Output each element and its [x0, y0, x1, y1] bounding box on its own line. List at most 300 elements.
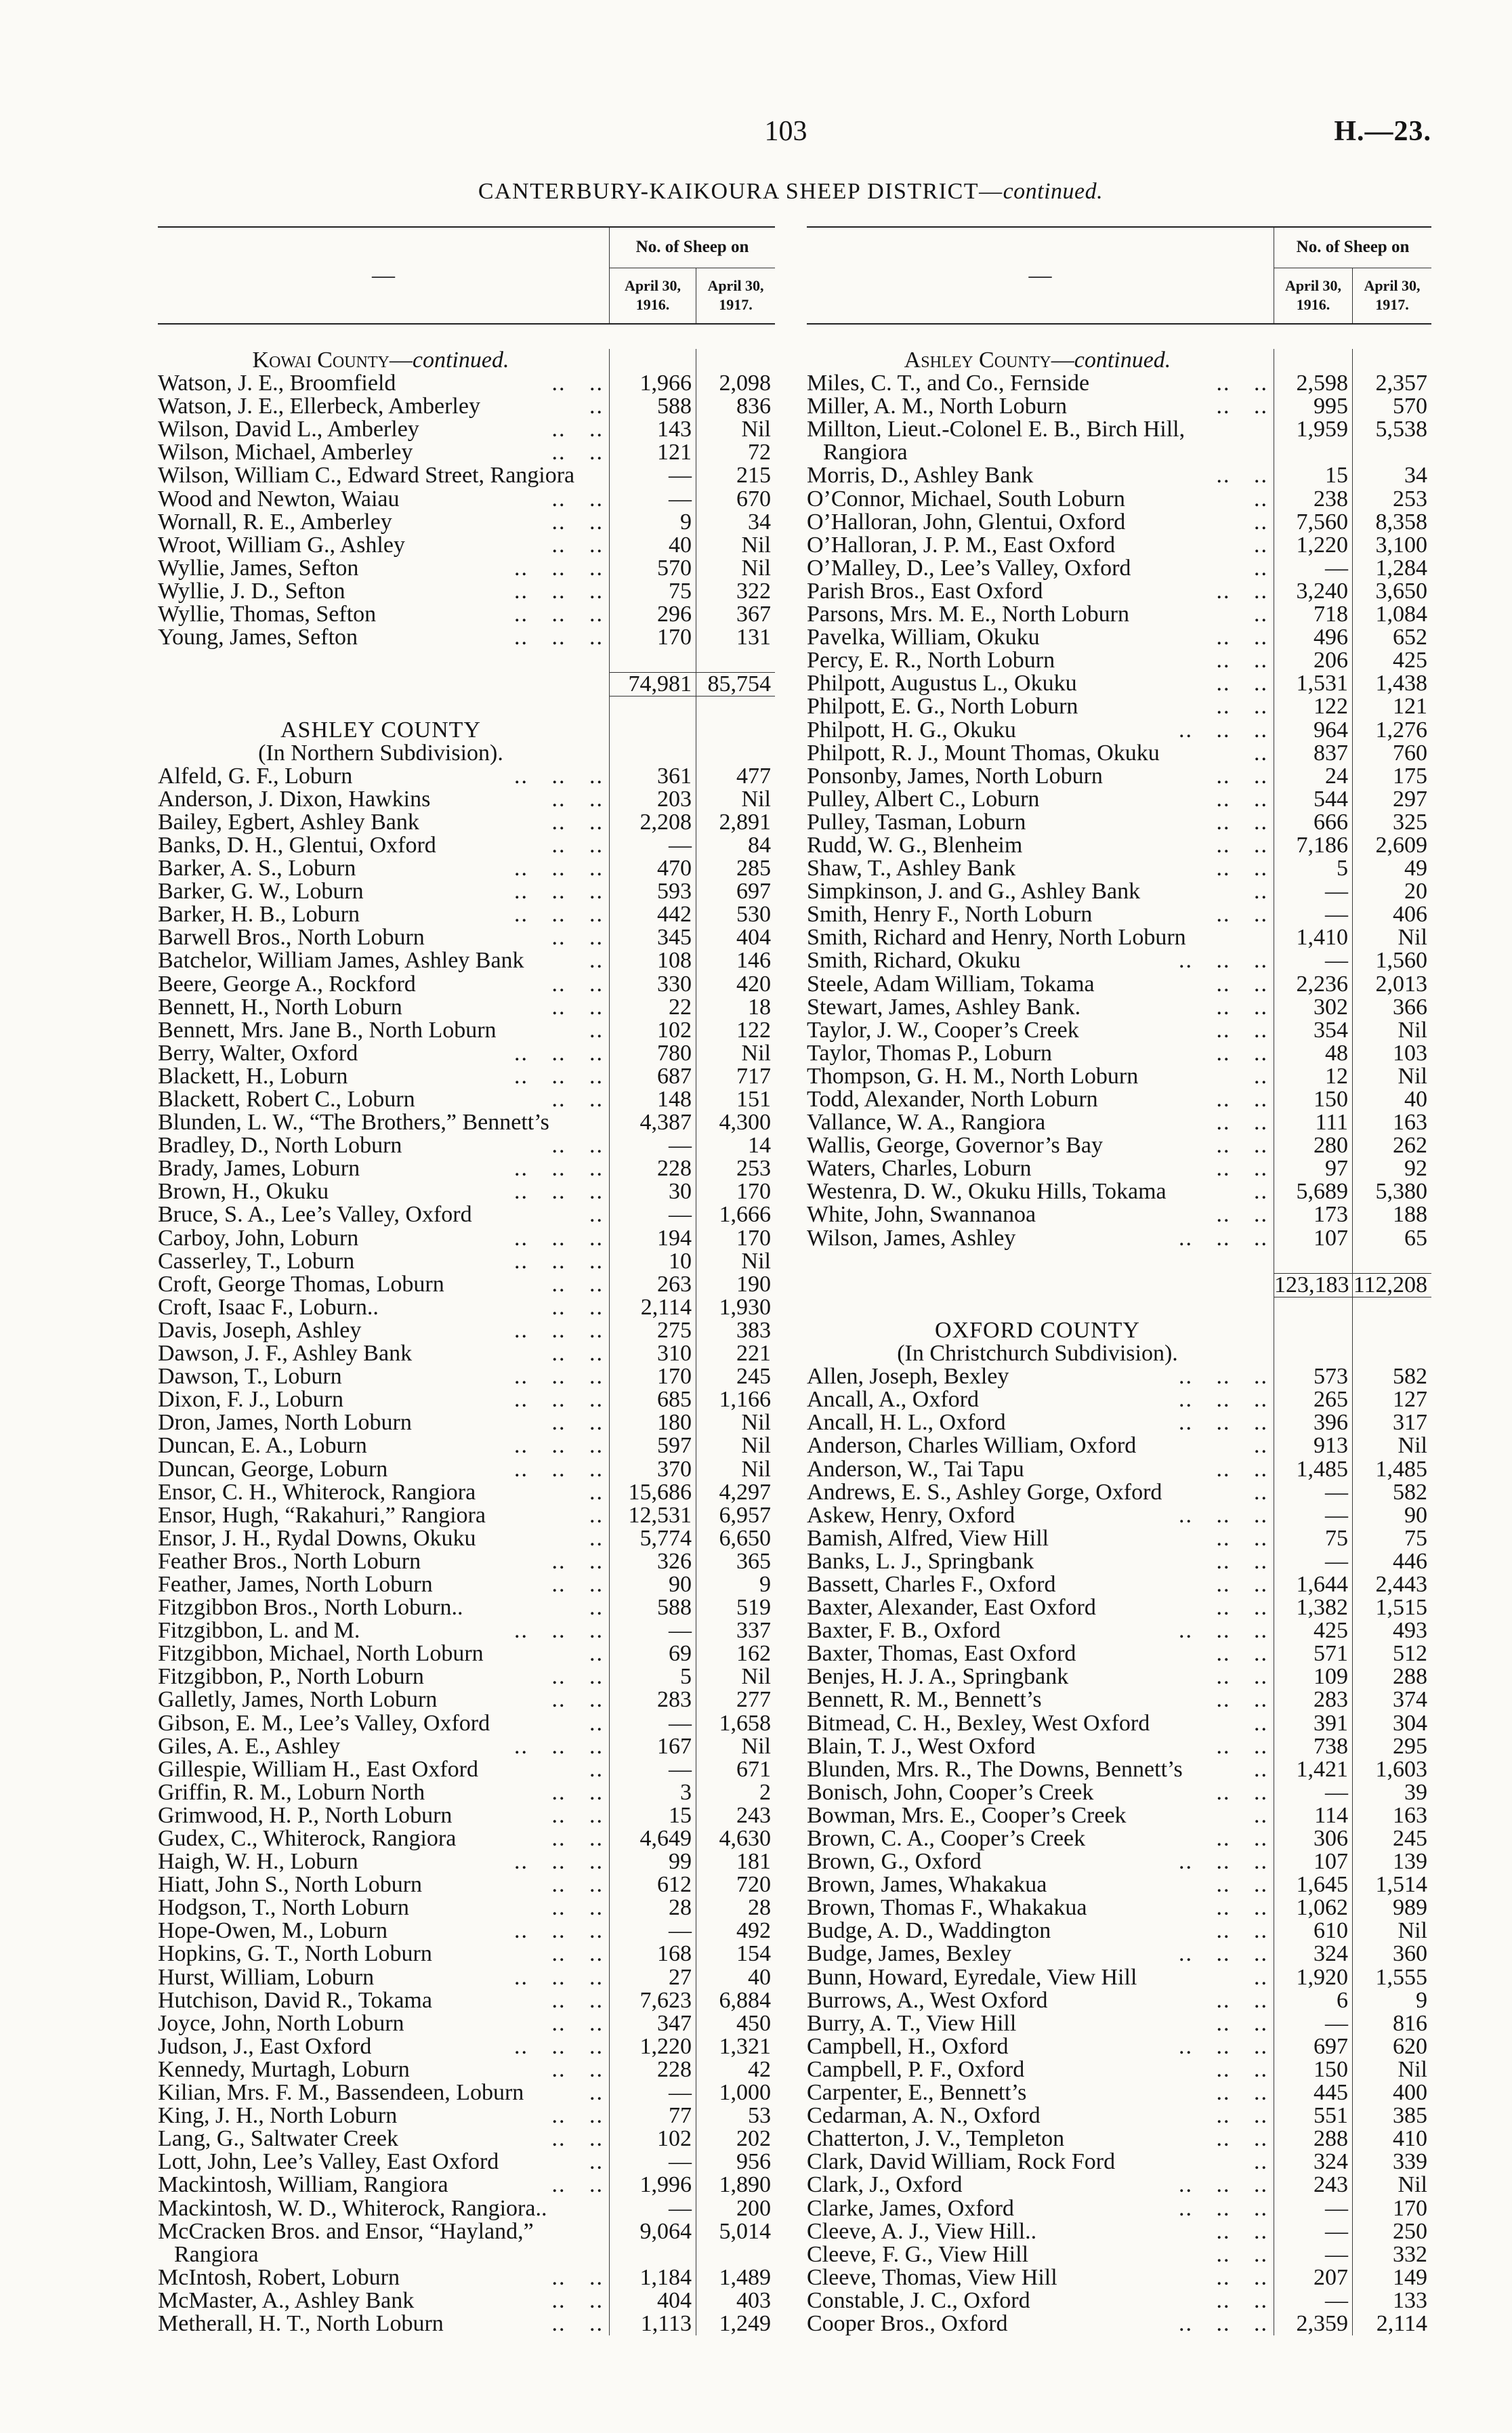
sheep-1917: 671 [696, 1758, 775, 1781]
sheep-1916: 15,686 [609, 1481, 696, 1504]
entry-name: Blackett, Robert C., Loburn [158, 1088, 415, 1112]
sheep-count-group-header: No. of Sheep on [1274, 228, 1431, 268]
name-cell [807, 1619, 1274, 1642]
sheep-1917: 1,321 [696, 2035, 775, 2058]
leader-dots: .. .. .. [514, 764, 604, 788]
entry-name: Bonisch, John, Cooper’s Creek [807, 1781, 1094, 1804]
entry-row [807, 1712, 1431, 1735]
name-cell [158, 996, 609, 1019]
sheep-1917: Nil [696, 1735, 775, 1758]
sheep-1916: 283 [609, 1688, 696, 1711]
entry-name: Miller, A. M., North Loburn [807, 395, 1067, 419]
leader-dots: .. .. .. [1179, 1619, 1268, 1643]
left-table [158, 226, 775, 2335]
entry-name: Ancall, H. L., Oxford [807, 1411, 1006, 1435]
sheep-1916: — [1274, 2012, 1352, 2035]
entry-name: Benjes, H. J. A., Springbank [807, 1665, 1069, 1689]
name-cell [807, 996, 1274, 1019]
sheep-1916: 404 [609, 2289, 696, 2312]
entry-name: Taylor, J. W., Cooper’s Creek [807, 1018, 1079, 1042]
sheep-1916: 330 [609, 973, 696, 996]
name-cell [158, 857, 609, 880]
sheep-1916 [1274, 1319, 1352, 1342]
entry-row [807, 949, 1431, 972]
sheep-1917: 122 [696, 1019, 775, 1042]
sheep-1917: 446 [1352, 1550, 1431, 1573]
entry-name: Campbell, H., Oxford [807, 2035, 1009, 2058]
sheep-1916: 470 [609, 857, 696, 880]
leader-dots: .. [1254, 741, 1268, 765]
entry-name: Westenra, D. W., Okuku Hills, Tokama [807, 1180, 1167, 1204]
entry-name: Taylor, Thomas P., Loburn [807, 1041, 1053, 1065]
name-cell [807, 1896, 1274, 1919]
name-cell [158, 1180, 609, 1203]
sheep-1917: 582 [1352, 1481, 1431, 1504]
sheep-1916: 203 [609, 788, 696, 811]
entry-row [807, 1411, 1431, 1434]
leader-dots: .. [589, 1018, 604, 1042]
entry-row [158, 1458, 775, 1481]
document-reference: H.—23. [1334, 116, 1431, 147]
sheep-1916: 243 [1274, 2174, 1352, 2197]
sheep-1917: 2,114 [1352, 2312, 1431, 2335]
sheep-1917 [1352, 1319, 1431, 1342]
sheep-1917: 90 [1352, 1504, 1431, 1527]
column-header-1917-line1: April 30, [1364, 277, 1421, 294]
leader-dots: .. .. .. [1179, 1388, 1268, 1412]
leader-dots: .. .. [1216, 1665, 1268, 1689]
name-cell [158, 1989, 609, 2012]
name-cell [158, 372, 609, 395]
entry-name: Budge, A. D., Waddington [807, 1919, 1051, 1943]
leader-dots: .. .. [1216, 1018, 1268, 1042]
sheep-1917: 1,666 [696, 1203, 775, 1226]
entry-name: Smith, Henry F., North Loburn [807, 903, 1093, 927]
sheep-1917: 253 [696, 1157, 775, 1180]
entry-row [158, 511, 775, 534]
name-cell [158, 649, 609, 672]
name-cell [158, 973, 609, 996]
sheep-1916: — [609, 488, 696, 511]
sheep-1916: 180 [609, 1411, 696, 1434]
entry-row [158, 603, 775, 626]
leader-dots: .. .. [1216, 579, 1268, 604]
name-cell [807, 1388, 1274, 1411]
leader-dots: .. [589, 2150, 604, 2174]
entry-name: Anderson, Charles William, Oxford [807, 1434, 1137, 1458]
name-cell [807, 534, 1274, 557]
leader-dots: .. .. [1216, 903, 1268, 927]
sheep-1917: 277 [696, 1688, 775, 1711]
leader-dots: .. [1254, 1064, 1268, 1088]
entry-row [807, 1203, 1431, 1226]
sheep-1917: 322 [696, 580, 775, 603]
leader-dots: .. .. .. [514, 1457, 604, 1481]
entry-row [158, 1134, 775, 1157]
name-cell [158, 834, 609, 857]
total-1916: 74,981 [609, 672, 696, 696]
county-continued-heading [807, 349, 1431, 372]
name-cell [807, 1827, 1274, 1850]
leader-dots: .. .. [1216, 2127, 1268, 2151]
leader-dots: .. .. [551, 2058, 604, 2082]
sheep-1917: 49 [1352, 857, 1431, 880]
name-cell [807, 1365, 1274, 1388]
entry-name: Parish Bros., East Oxford [807, 579, 1043, 604]
county-heading [158, 719, 775, 742]
leader-dots: .. .. [551, 833, 604, 858]
name-cell [158, 2150, 609, 2174]
entry-name: Dawson, T., Loburn [158, 1365, 342, 1389]
entry-name: Duncan, E. A., Loburn [158, 1434, 367, 1458]
sheep-1916: 69 [609, 1642, 696, 1665]
sheep-1916: 228 [609, 1157, 696, 1180]
sheep-1916: — [609, 1134, 696, 1157]
name-cell [807, 1804, 1274, 1827]
sheep-1916: 4,387 [609, 1111, 696, 1134]
entry-name: Waters, Charles, Loburn [807, 1157, 1032, 1181]
leader-dots: .. [589, 1642, 604, 1666]
sheep-1917: 2 [696, 1781, 775, 1804]
sheep-1916: — [1274, 1781, 1352, 1804]
name-cell [807, 2266, 1274, 2289]
entry-row [807, 1781, 1431, 1804]
entry-name: Davis, Joseph, Ashley [158, 1318, 362, 1343]
entry-name: Bassett, Charles F., Oxford [807, 1573, 1056, 1597]
entry-row [807, 2266, 1431, 2289]
county-continued-heading [158, 349, 775, 372]
leader-dots: .. .. [551, 1896, 604, 1920]
entry-row [158, 973, 775, 996]
sheep-1917: 366 [1352, 996, 1431, 1019]
entry-name: Bamish, Alfred, View Hill [807, 1526, 1049, 1550]
leader-dots: .. .. [1216, 2058, 1268, 2082]
leader-dots: .. .. .. [1179, 1850, 1268, 1874]
entry-row [807, 2081, 1431, 2104]
name-cell [807, 1688, 1274, 1711]
leader-dots: .. .. [1216, 1781, 1268, 1804]
leader-dots: .. .. .. [514, 857, 604, 881]
name-cell [158, 1688, 609, 1711]
entry-row [807, 1088, 1431, 1111]
sheep-1916: 122 [1274, 695, 1352, 718]
name-cell [807, 1481, 1274, 1504]
name-cell [807, 672, 1274, 695]
leader-dots: .. .. [551, 2127, 604, 2151]
sheep-1916: 6 [1274, 1989, 1352, 2012]
sheep-1916: 370 [609, 1458, 696, 1481]
entry-name: Kilian, Mrs. F. M., Bassendeen, Loburn [158, 2081, 524, 2105]
right-table-header [807, 226, 1431, 325]
sheep-1916: 1,382 [1274, 1596, 1352, 1619]
name-cell [807, 372, 1274, 395]
leader-dots: .. .. .. [514, 1226, 604, 1250]
entry-name: Galletly, James, North Loburn [158, 1688, 438, 1712]
sheep-1917: 75 [1352, 1527, 1431, 1550]
name-cell [807, 1434, 1274, 1457]
sheep-1916: — [1274, 903, 1352, 926]
entry-name: McMaster, A., Ashley Bank [158, 2289, 415, 2312]
sheep-1917 [696, 2243, 775, 2266]
name-cell [807, 1527, 1274, 1550]
name-cell [158, 880, 609, 903]
entry-name: Bennett, R. M., Bennett’s [807, 1688, 1042, 1712]
leader-dots: .. [1254, 1966, 1268, 1989]
sheep-1916: 148 [609, 1088, 696, 1111]
entry-row [158, 418, 775, 441]
entry-name: Blain, T. J., West Oxford [807, 1734, 1036, 1758]
entry-name: Brown, H., Okuku [158, 1180, 329, 1204]
entry-continuation-row [807, 441, 1431, 464]
entry-row [158, 1434, 775, 1457]
sheep-1916 [609, 2243, 696, 2266]
entry-name: Bennett, H., North Loburn [158, 995, 402, 1019]
leader-dots: .. [1254, 603, 1268, 627]
sheep-1916: 194 [609, 1227, 696, 1250]
leader-dots: .. [589, 1526, 604, 1550]
entry-name: Dawson, J. F., Ashley Bank [158, 1342, 413, 1366]
sheep-1917: 151 [696, 1088, 775, 1111]
sheep-1917: 1,560 [1352, 949, 1431, 972]
name-cell [158, 1065, 609, 1088]
sheep-1917: 374 [1352, 1688, 1431, 1711]
sheep-1916: 107 [1274, 1850, 1352, 1873]
sheep-1917: 3,100 [1352, 534, 1431, 557]
sheep-1916: 40 [609, 534, 696, 557]
name-cell [807, 1758, 1274, 1781]
name-cell [158, 1527, 609, 1550]
sheep-1917: 367 [696, 603, 775, 626]
sheep-1916: 425 [1274, 1619, 1352, 1642]
sheep-1917: Nil [696, 1411, 775, 1434]
sheep-1916: 1,421 [1274, 1758, 1352, 1781]
leader-dots: .. .. .. [514, 556, 604, 580]
leader-dots: .. .. [551, 1573, 604, 1597]
entry-row [807, 372, 1431, 395]
sheep-1917: 40 [1352, 1088, 1431, 1111]
sheep-1916: — [609, 1203, 696, 1226]
sheep-1917 [696, 742, 775, 765]
sheep-1916: — [609, 464, 696, 487]
leader-dots: .. .. [551, 1342, 604, 1366]
sheep-1917: Nil [1352, 1019, 1431, 1042]
sheep-1916: 170 [609, 1365, 696, 1388]
sheep-1916 [609, 719, 696, 742]
name-cell [158, 2081, 609, 2104]
entry-row [807, 1919, 1431, 1942]
sheep-1916: 1,220 [609, 2035, 696, 2058]
name-cell [807, 857, 1274, 880]
sheep-1917: 2,609 [1352, 834, 1431, 857]
leader-dots: .. [589, 1480, 604, 1504]
leader-dots: .. .. [1216, 787, 1268, 811]
sheep-1917: 816 [1352, 2012, 1431, 2035]
entry-name: Gibson, E. M., Lee’s Valley, Oxford [158, 1711, 490, 1735]
name-cell [807, 1227, 1274, 1250]
leader-dots: .. .. .. [514, 1434, 604, 1458]
sheep-1917: 420 [696, 973, 775, 996]
sheep-1917: 1,603 [1352, 1758, 1431, 1781]
sheep-1917: 215 [696, 464, 775, 487]
name-cell [807, 695, 1274, 718]
leader-dots: .. .. [1216, 1088, 1268, 1112]
sheep-1916: 12,531 [609, 1504, 696, 1527]
sheep-1917: Nil [696, 418, 775, 441]
leader-dots: .. .. [1216, 1457, 1268, 1481]
sheep-1917: 42 [696, 2058, 775, 2081]
name-cell [807, 1042, 1274, 1065]
entry-name: Philpott, Augustus L., Okuku [807, 672, 1077, 696]
entry-row [807, 2058, 1431, 2081]
name-cell [158, 1342, 609, 1365]
leader-dots: .. [1254, 533, 1268, 557]
name-cell [807, 395, 1274, 418]
sheep-1916: 108 [609, 949, 696, 972]
name-cell [807, 973, 1274, 996]
sheep-1916: 48 [1274, 1042, 1352, 1065]
entry-row [158, 1596, 775, 1619]
entry-row [158, 1180, 775, 1203]
sheep-1917: 139 [1352, 1850, 1431, 1873]
entry-row [807, 903, 1431, 926]
entry-name: Ensor, J. H., Rydal Downs, Okuku [158, 1526, 476, 1550]
sheep-1916: — [609, 1758, 696, 1781]
sheep-1917: 53 [696, 2104, 775, 2127]
sheep-1917: 2,891 [696, 811, 775, 834]
entry-name: Parsons, Mrs. M. E., North Loburn [807, 603, 1129, 627]
entry-row [807, 1942, 1431, 1966]
leader-dots: .. [1254, 2150, 1268, 2174]
entry-name: Stewart, James, Ashley Bank. [807, 995, 1081, 1019]
leader-dots: .. .. .. [514, 1966, 604, 1989]
sheep-1916 [1274, 1250, 1352, 1273]
sheep-1916: 30 [609, 1180, 696, 1203]
name-cell [158, 2104, 609, 2127]
leader-dots: .. .. [551, 1942, 604, 1966]
entry-row [158, 1042, 775, 1065]
entry-row [158, 1919, 775, 1942]
leader-dots: .. .. [551, 372, 604, 396]
leader-dots: .. .. .. [1179, 1411, 1268, 1435]
sheep-1916: 995 [1274, 395, 1352, 418]
name-cell [807, 719, 1274, 742]
entry-name: Beere, George A., Rockford [158, 972, 416, 996]
entry-row [158, 1065, 775, 1088]
sheep-1917: 34 [1352, 464, 1431, 487]
sheep-1916: 354 [1274, 1019, 1352, 1042]
entry-name: Morris, D., Ashley Bank [807, 464, 1034, 488]
name-cell [158, 1712, 609, 1735]
entry-name: Berry, Walter, Oxford [158, 1041, 358, 1065]
leader-dots: .. .. [551, 1295, 604, 1319]
sheep-1916: — [1274, 2197, 1352, 2220]
sheep-1917: 9 [1352, 1989, 1431, 2012]
sheep-1917 [1352, 441, 1431, 464]
leader-dots: .. [589, 395, 604, 419]
sheep-1917: 670 [696, 488, 775, 511]
name-cell [158, 1019, 609, 1042]
entry-name: Metherall, H. T., North Loburn [158, 2312, 444, 2336]
entry-row [807, 1065, 1431, 1088]
sheep-1917: Nil [696, 1042, 775, 1065]
name-cell [158, 1735, 609, 1758]
entry-name: Wilson, David L., Amberley [158, 418, 419, 442]
entry-row [807, 626, 1431, 649]
sheep-1916 [609, 742, 696, 765]
entry-name: Lott, John, Lee’s Valley, East Oxford [158, 2150, 499, 2174]
sheep-1916: 1,996 [609, 2174, 696, 2197]
total-row [158, 672, 775, 695]
name-cell [807, 2127, 1274, 2150]
entry-name: Steele, Adam William, Tokama [807, 972, 1095, 996]
name-cell [158, 2266, 609, 2289]
sheep-1917: 620 [1352, 2035, 1431, 2058]
entry-row [158, 441, 775, 464]
leader-dots: .. .. [1216, 1134, 1268, 1158]
entry-row [158, 2081, 775, 2104]
name-cell [807, 557, 1274, 580]
sheep-1917: 836 [696, 395, 775, 418]
sheep-1917: 154 [696, 1942, 775, 1966]
name-cell [807, 2104, 1274, 2127]
entry-row [158, 1873, 775, 1896]
entry-name: Wilson, Michael, Amberley [158, 441, 413, 465]
leader-dots: .. .. .. [514, 1619, 604, 1643]
leader-dots: .. .. [1216, 1989, 1268, 2012]
leader-dots: .. .. .. [1179, 2174, 1268, 2197]
entry-name: Wyllie, J. D., Sefton [158, 579, 345, 604]
name-cell [807, 2058, 1274, 2081]
column-header-1917 [1352, 268, 1431, 323]
entry-name: Anderson, J. Dixon, Hawkins [158, 787, 431, 811]
sheep-1916 [1274, 441, 1352, 464]
entry-row [807, 1966, 1431, 1989]
leader-dots: .. .. [1216, 764, 1268, 788]
entry-row [807, 2127, 1431, 2150]
sheep-1916: — [609, 2081, 696, 2104]
sheep-1917: 163 [1352, 1804, 1431, 1827]
name-cell [807, 511, 1274, 534]
entry-row [158, 996, 775, 1019]
leader-dots: .. .. [1216, 1203, 1268, 1227]
entry-name: Fitzgibbon, P., North Loburn [158, 1665, 424, 1689]
leader-dots: .. .. [551, 1989, 604, 2012]
entry-row [807, 1896, 1431, 1919]
sheep-1917: 304 [1352, 1712, 1431, 1735]
sheep-1917: 570 [1352, 395, 1431, 418]
name-cell [807, 464, 1274, 487]
entry-row [158, 1804, 775, 1827]
sheep-1917: 288 [1352, 1665, 1431, 1688]
entry-name: Watson, J. E., Ellerbeck, Amberley [158, 395, 480, 419]
sheep-1917: 28 [696, 1896, 775, 1919]
entry-name: Askew, Henry, Oxford [807, 1503, 1015, 1527]
sheep-1916: — [609, 1712, 696, 1735]
sheep-1917: 170 [696, 1180, 775, 1203]
entry-name: Bailey, Egbert, Ashley Bank [158, 810, 419, 834]
leader-dots: .. .. [1216, 1041, 1268, 1065]
entry-name: Feather, James, North Loburn [158, 1573, 433, 1597]
sheep-1916: 964 [1274, 719, 1352, 742]
sheep-1917: 39 [1352, 1781, 1431, 1804]
name-cell [807, 926, 1274, 949]
leader-dots: .. .. [1216, 995, 1268, 1019]
leader-dots: .. .. .. [514, 603, 604, 627]
entry-row [158, 1712, 775, 1735]
leader-dots: .. .. [1216, 2220, 1268, 2243]
entry-name: Gillespie, William H., East Oxford [158, 1758, 478, 1781]
sheep-1917: 492 [696, 1919, 775, 1942]
